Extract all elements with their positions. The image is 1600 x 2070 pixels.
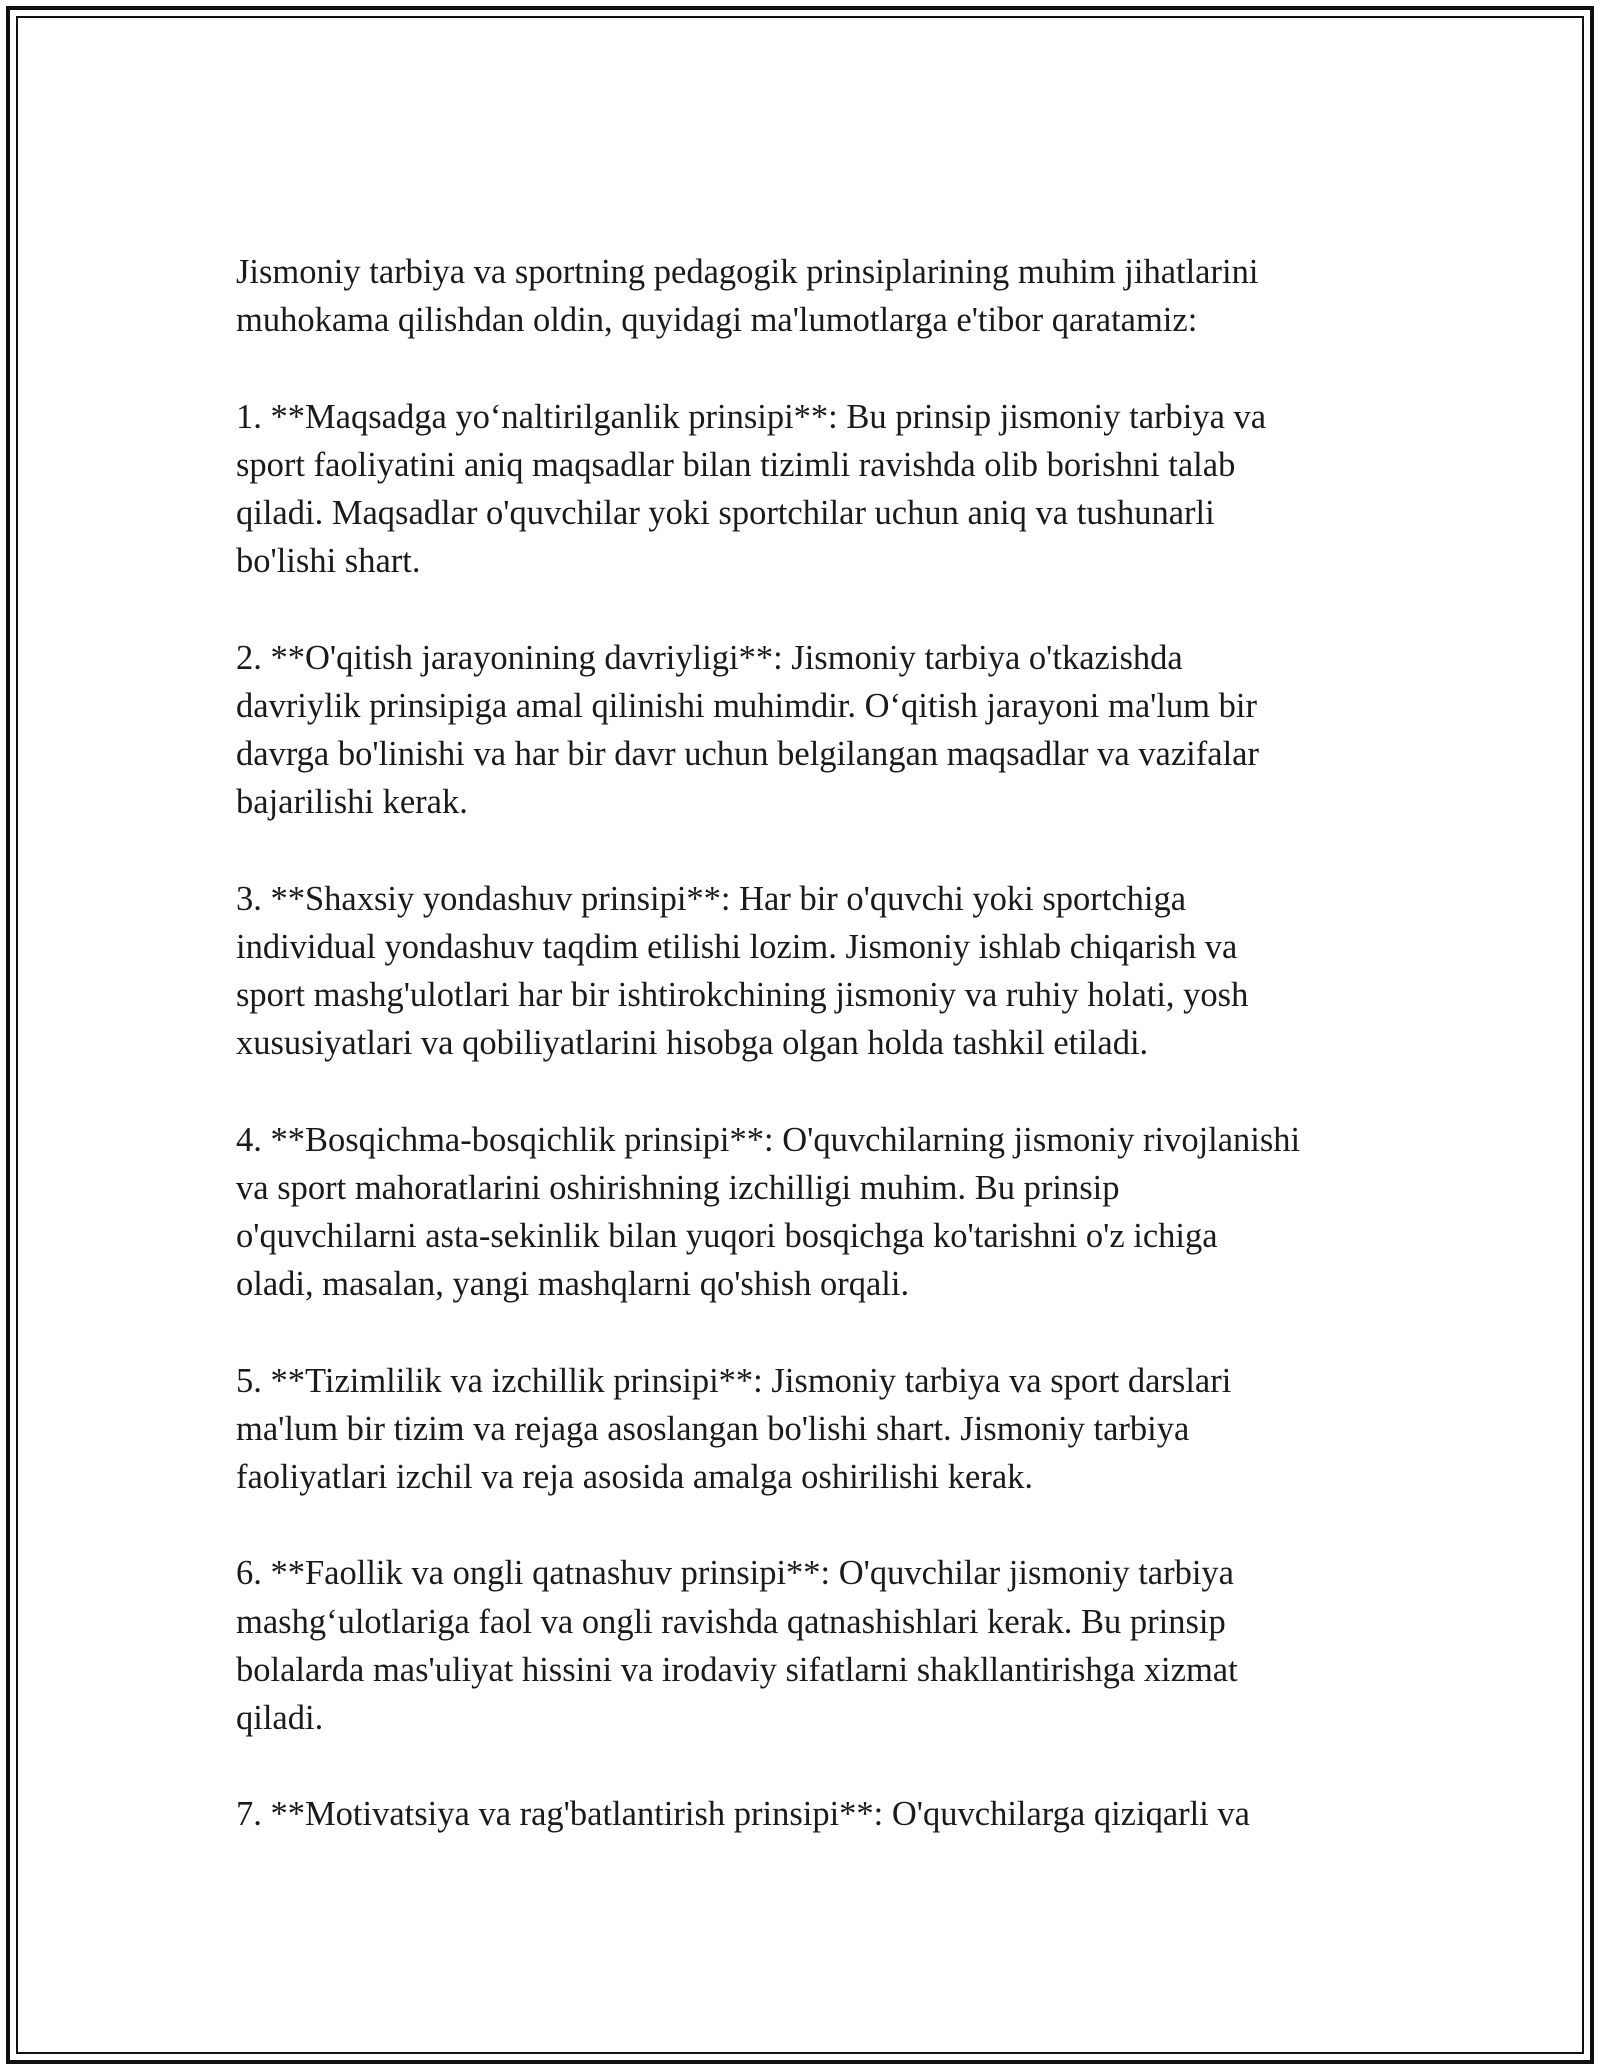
text-line: 3. **Shaxsiy yondashuv prinsipi**: Har bir o'quvchi yoki sportchiga <box>236 879 1187 918</box>
text-line: 2. **O'qitish jarayonining davriyligi**: Jismoniy tarbiya o'tkazishda <box>236 638 1183 677</box>
text-line: qiladi. <box>236 1699 324 1737</box>
text-line: 6. **Faollik va ongli qatnashuv prinsipi**: O'quvchilar jismoniy tarbiya <box>236 1554 1234 1593</box>
principle-5-paragraph <box>236 1357 1386 1502</box>
principle-6-paragraph <box>236 1549 1386 1742</box>
document-body <box>236 248 1386 1887</box>
text-line: sport mashg'ulotlari har bir ishtirokchining jismoniy va ruhiy holati, yosh <box>236 976 1249 1014</box>
text-line: qiladi. Maqsadlar o'quvchilar yoki sportchilar uchun aniq va tushunarli <box>236 494 1215 532</box>
text-line: faoliyatlari izchil va reja asosida amalga oshirilishi kerak. <box>236 1458 1034 1496</box>
text-line: muhokama qilishdan oldin, quyidagi ma'lumotlarga e'tibor qaratamiz: <box>236 301 1198 340</box>
text-line: xususiyatlari va qobiliyatlarini hisobga olgan holda tashkil etiladi. <box>236 1024 1149 1063</box>
text-line: bolalarda mas'uliyat hissini va irodaviy sifatlarni shakllantirishga xizmat <box>236 1650 1238 1689</box>
text-line: individual yondashuv taqdim etilishi lozim. Jismoniy ishlab chiqarish va <box>236 927 1238 966</box>
text-line: va sport mahoratlarini oshirishning izchilligi muhim. Bu prinsip <box>236 1168 1120 1207</box>
text-line: bajarilishi kerak. <box>236 783 468 822</box>
principle-1-paragraph <box>236 393 1386 586</box>
text-line: 5. **Tizimlilik va izchillik prinsipi**: Jismoniy tarbiya va sport darslari <box>236 1361 1232 1400</box>
text-line: o'quvchilarni asta-sekinlik bilan yuqori bosqichga ko'tarishni o'z ichiga <box>236 1217 1218 1255</box>
text-line: Jismoniy tarbiya va sportning pedagogik prinsiplarining muhim jihatlarini <box>236 253 1259 291</box>
text-line: 4. **Bosqichma-bosqichlik prinsipi**: O'quvchilarning jismoniy rivojlanishi <box>236 1120 1301 1159</box>
text-line: sport faoliyatini aniq maqsadlar bilan tizimli ravishda olib borishni talab <box>236 445 1236 484</box>
text-line: davrga bo'linishi va har bir davr uchun belgilangan maqsadlar va vazifalar <box>236 735 1259 773</box>
principle-2-paragraph <box>236 634 1386 827</box>
text-line: davriylik prinsipiga amal qilinishi muhimdir. O‘qitish jarayoni ma'lum bir <box>236 686 1257 725</box>
principle-3-paragraph <box>236 875 1386 1068</box>
text-line: oladi, masalan, yangi mashqlarni qo'shish orqali. <box>236 1265 910 1304</box>
text-line: 7. **Motivatsiya va rag'batlantirish prinsipi**: O'quvchilarga qiziqarli va <box>236 1795 1250 1834</box>
text-line: mashg‘ulotlariga faol va ongli ravishda qatnashishlari kerak. Bu prinsip <box>236 1602 1226 1641</box>
principle-7-paragraph <box>236 1790 1386 1838</box>
principle-4-paragraph <box>236 1116 1386 1309</box>
intro-paragraph <box>236 248 1386 344</box>
text-line: 1. **Maqsadga yo‘naltirilganlik prinsipi**: Bu prinsip jismoniy tarbiya va <box>236 397 1267 436</box>
text-line: ma'lum bir tizim va rejaga asoslangan bo'lishi shart. Jismoniy tarbiya <box>236 1409 1190 1448</box>
text-line: bo'lishi shart. <box>236 542 421 581</box>
